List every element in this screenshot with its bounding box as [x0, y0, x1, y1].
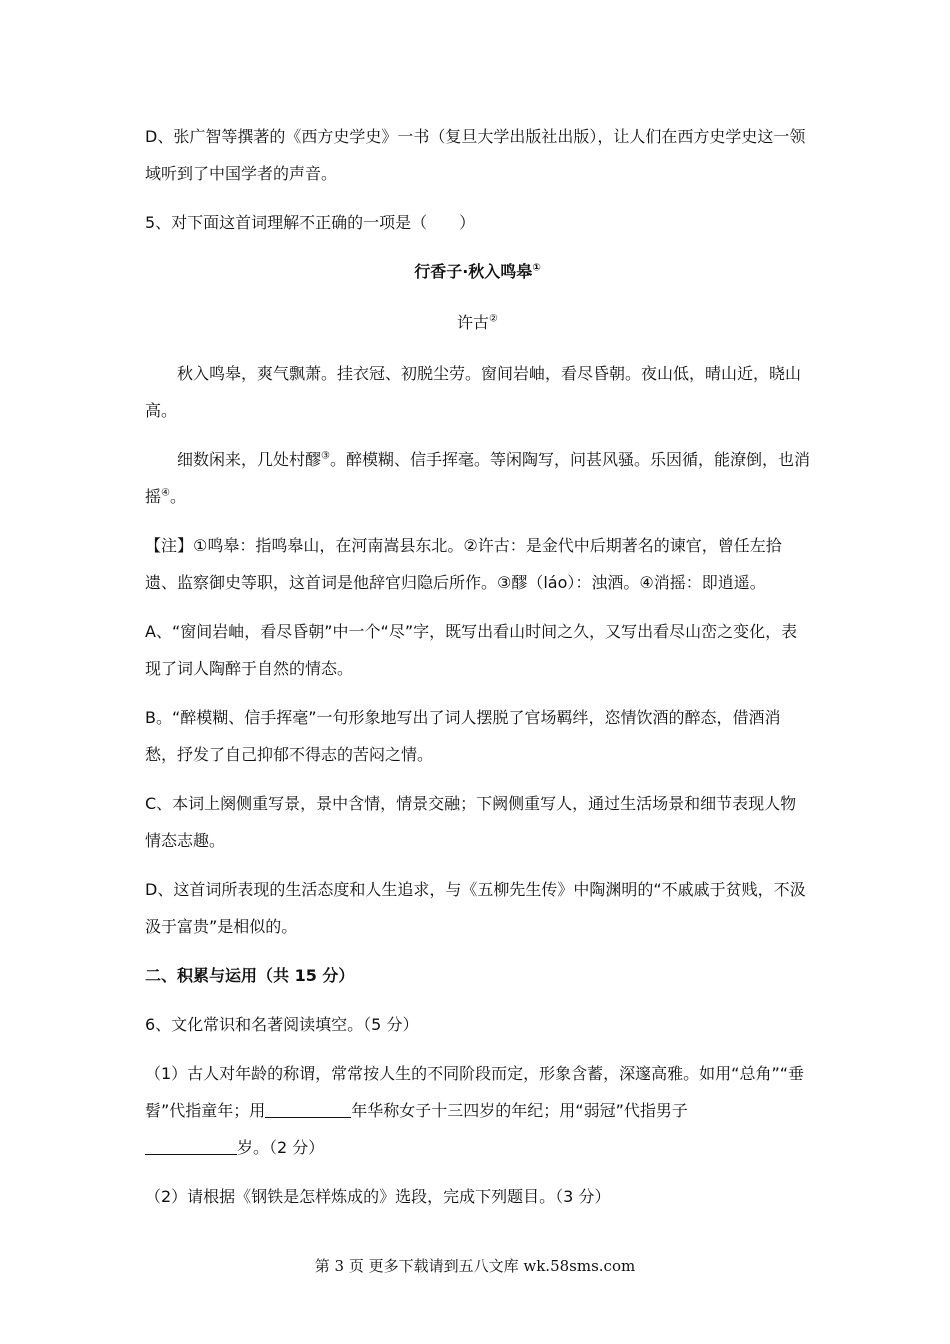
- poem-author-text: 许古: [457, 313, 490, 332]
- poem-title-text: 行香子·秋入鸣皋: [414, 262, 533, 281]
- option-d-previous: D、张广智等撰著的《西方史学史》一书（复旦大学出版社出版），让人们在西方史学史这一领域听到了中国学者的声音。: [145, 127, 806, 183]
- option-c: C、本词上阕侧重写景，景中含情，情景交融；下阙侧重写人，通过生活场景和细节表现人物情态志趣。: [145, 794, 797, 850]
- question-6: 6、文化常识和名著阅读填空。（5 分）: [145, 1015, 419, 1034]
- section-2-heading: 二、积累与运用（共 15 分）: [145, 966, 355, 985]
- question-6-1-part-c: 岁。（2 分）: [237, 1138, 325, 1157]
- poem-stanza-1: 秋入鸣皋，爽气飘萧。挂衣冠、初脱尘劳。窗间岩岫，看尽昏朝。夜山低，晴山近，晓山高。: [145, 364, 802, 420]
- poem-stanza-2-part-b: 。醉模糊、信手挥毫。等闲陶写，问甚风骚。乐因循，能潦倒，也消摇: [145, 450, 810, 506]
- page-footer: 第 3 页 更多下载请到五八文库 wk.58sms.com: [314, 1257, 636, 1275]
- question-6-1-part-a: （1）古人对年龄的称谓，常常按人生的不同阶段而定，形象含蓄，深邃高雅。如用“总角”“垂髫”代指童年；用: [145, 1064, 805, 1120]
- poem-title-footnote: ①: [532, 262, 541, 274]
- option-d: D、这首词所表现的生活态度和人生追求，与《五柳先生传》中陶渊明的“不戚戚于贫贱，不汲汲于富贵”是相似的。: [145, 880, 806, 936]
- question-6-1: [145, 1055, 810, 1166]
- poem-author: [145, 304, 810, 341]
- poem-title: [145, 253, 810, 290]
- poem-stanza-2: [145, 441, 810, 515]
- option-b: B。“醉模糊、信手挥毫”一句形象地写出了词人摆脱了官场羁绊，恣情饮酒的醉态，借酒消愁，抒发了自己抑郁不得志的苦闷之情。: [145, 708, 781, 764]
- page-content: [145, 118, 810, 1227]
- option-a: A、“窗间岩岫，看尽昏朝”中一个“尽”字，既写出看山时间之久，又写出看尽山峦之变化，表现了词人陶醉于自然的情态。: [145, 622, 798, 678]
- poem-author-footnote: ②: [489, 313, 498, 325]
- question-6-2: （2）请根据《钢铁是怎样炼成的》选段，完成下列题目。（3 分）: [145, 1187, 611, 1206]
- fill-blank-2: [145, 1136, 237, 1155]
- fill-blank-1: [265, 1099, 351, 1118]
- question-5: 5、对下面这首词理解不正确的一项是（ ）: [145, 213, 476, 232]
- poem-footnote-4: ④: [161, 487, 170, 499]
- poem-stanza-2-end: 。: [169, 487, 186, 506]
- poem-stanza-2-part-a: 细数闲来，几处村醪: [177, 450, 322, 469]
- poem-notes: 【注】①鸣皋：指鸣皋山，在河南嵩县东北。②许古：是金代中后期著名的谏官，曾任左拾遗、监察御史等职，这首词是他辞官归隐后所作。③醪（láo）：浊酒。④消摇：即逍遥。: [145, 536, 782, 592]
- poem-footnote-3: ③: [321, 450, 330, 462]
- question-6-1-part-b: 年华称女子十三四岁的年纪；用“弱冠”代指男子: [351, 1101, 688, 1120]
